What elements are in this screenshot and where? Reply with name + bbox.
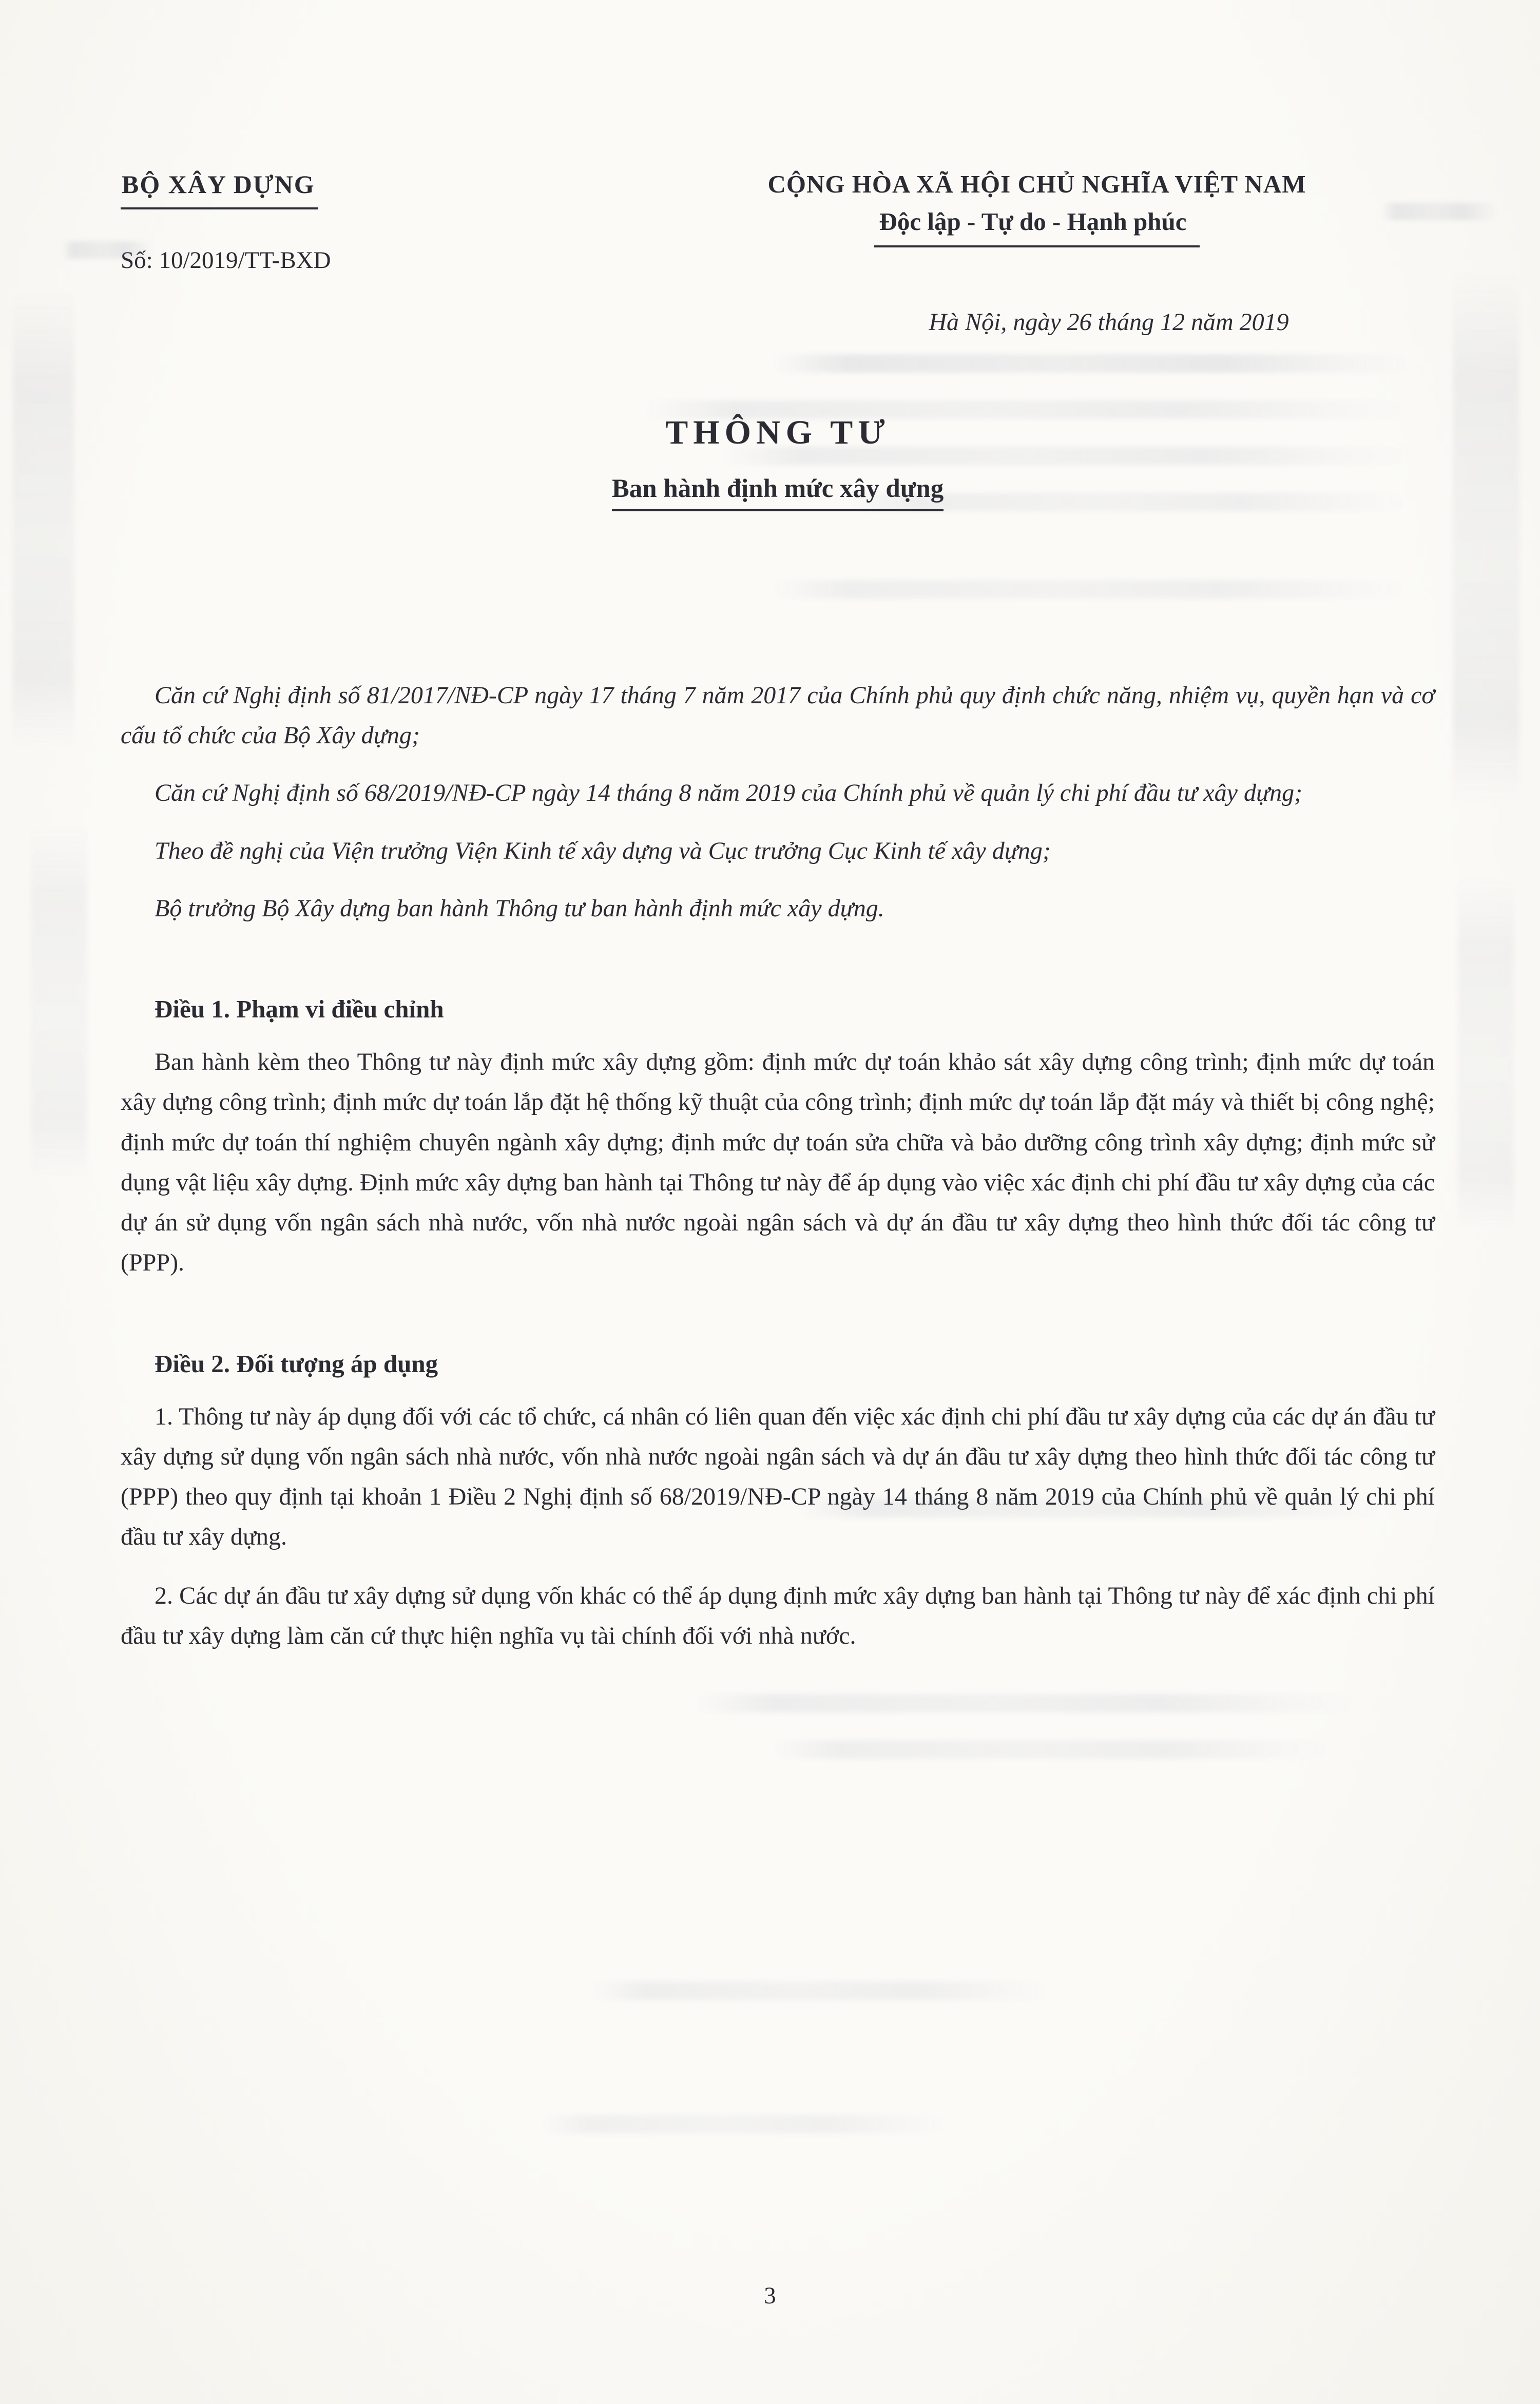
issuing-agency-name: BỘ XÂY DỰNG [121, 169, 318, 209]
bleed-through-mark [642, 400, 1412, 419]
bleed-through-mark [1453, 267, 1519, 806]
national-header-block [639, 169, 1435, 336]
national-title: CỘNG HÒA XÃ HỘI CHỦ NGHĨA VIỆT NAM [767, 170, 1306, 198]
article-1-section [121, 994, 1435, 1283]
bleed-through-mark [1381, 203, 1499, 220]
bleed-through-mark [1458, 873, 1514, 1232]
national-motto: Độc lập - Tự do - Hạnh phúc [639, 207, 1435, 247]
document-header [121, 169, 1435, 336]
issuer-block [121, 169, 639, 274]
document-number: Số: 10/2019/TT-BXD [121, 247, 331, 274]
preamble-paragraph: Bộ trưởng Bộ Xây dựng ban hành Thông tư ban hành định mức xây dựng. [155, 894, 884, 922]
page-number: 3 [764, 2282, 776, 2309]
article-2-paragraph: 1. Thông tư này áp dụng đối với các tổ chức, cá nhân có liên quan đến việc xác định chi phí đầu tư xây dựng của các dự án đầu tư xây dựng sử dụng vốn ngân sách nhà nước, vốn nhà nước ngoài ngân sách và dự án đầu tư xây dựng theo hình thức đối tác công tư (PPP) theo quy định tại khoản 1 Điều 2 Nghị định số 68/2019/NĐ-CP ngày 14 tháng 8 năm 2019 của Chính phủ về quản lý chi phí đầu tư xây dựng. [121, 1402, 1435, 1551]
bleed-through-mark [590, 1982, 1052, 2000]
bleed-through-mark [31, 821, 87, 1181]
document-subtitle: Ban hành định mức xây dựng [121, 474, 1435, 504]
bleed-through-mark [539, 2115, 950, 2133]
article-2-paragraph: 2. Các dự án đầu tư xây dựng sử dụng vốn khác có thể áp dụng định mức xây dựng ban hành tại Thông tư này để xác định chi phí đầu tư xây dựng làm căn cứ thực hiện nghĩa vụ tài chính đối với nhà nước. [121, 1582, 1435, 1649]
bleed-through-mark [770, 1740, 1335, 1759]
preamble-section [121, 676, 1435, 929]
preamble-paragraph: Căn cứ Nghị định số 68/2019/NĐ-CP ngày 14 tháng 8 năm 2019 của Chính phủ về quản lý chi phí đầu tư xây dựng; [155, 779, 1303, 807]
place-date-line: Hà Nội, ngày 26 tháng 12 năm 2019 [929, 309, 1289, 336]
article-1-heading: Điều 1. Phạm vi điều chỉnh [155, 995, 444, 1024]
article-1-paragraph: Ban hành kèm theo Thông tư này định mức xây dựng gồm: định mức dự toán khảo sát xây dựng công trình; định mức dự toán xây dựng công trình; định mức dự toán lắp đặt hệ thống kỹ thuật của công trình; định mức dự toán lắp đặt máy và thiết bị công nghệ; định mức dự toán thí nghiệm chuyên ngành xây dựng; định mức dự toán sửa chữa và bảo dưỡng công trình xây dựng; định mức sử dụng vật liệu xây dựng. Định mức xây dựng ban hành tại Thông tư này để áp dụng vào việc xác định chi phí đầu tư xây dựng của các dự án sử dụng vốn ngân sách nhà nước, vốn nhà nước ngoài ngân sách và dự án đầu tư xây dựng theo hình thức đối tác công tư (PPP). [121, 1048, 1435, 1277]
bleed-through-mark [796, 1499, 1386, 1517]
bleed-through-mark [719, 447, 1412, 465]
document-type-title: THÔNG TƯ [665, 414, 890, 451]
bleed-through-mark [13, 287, 74, 749]
bleed-through-mark [62, 241, 154, 259]
bleed-through-mark [847, 493, 1412, 511]
bleed-through-mark [770, 354, 1412, 373]
preamble-paragraph: Căn cứ Nghị định số 81/2017/NĐ-CP ngày 17 tháng 7 năm 2017 của Chính phủ quy định chức năng, nhiệm vụ, quyền hạn và cơ cấu tổ chức của Bộ Xây dựng; [121, 682, 1435, 749]
bleed-through-mark [770, 580, 1412, 599]
article-2-heading: Điều 2. Đối tượng áp dụng [155, 1349, 438, 1378]
preamble-paragraph: Theo đề nghị của Viện trưởng Viện Kinh tế xây dựng và Cục trưởng Cục Kinh tế xây dựng; [155, 837, 1051, 864]
bleed-through-mark [693, 1694, 1360, 1713]
